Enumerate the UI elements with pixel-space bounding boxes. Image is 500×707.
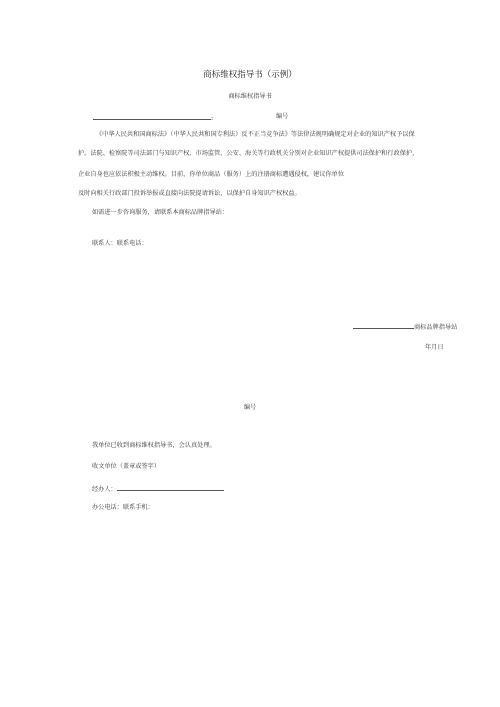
number-label-top: 编号 (276, 113, 289, 120)
recipient-suffix: : (211, 115, 214, 122)
receipt-number-label: 编号 (243, 404, 257, 411)
body-line-1: 《中华人民共和国商标法》（中华人民共和国专利法）反不正当竞争法》等法律法规明确规定对企业的知识产权予以保 (96, 131, 415, 138)
recipient-blank (93, 113, 214, 122)
office-phone-line: 办公电话：联系手机： (92, 504, 154, 511)
date-label: 年月日 (425, 344, 444, 351)
handler-line (92, 484, 224, 494)
document-title: 商标维权指导书（示例） (203, 70, 297, 80)
station-label: 商标品牌指导站 (414, 324, 458, 331)
contact-line: 联系人：联系电话： (92, 240, 148, 247)
received-line: 我单位已收到商标维权指导书，会认真处理。 (92, 442, 216, 449)
recipient-line (93, 113, 213, 123)
consult-line: 如需进一步咨询服务，请联系本商标品牌指导站： (92, 209, 229, 216)
handler-blank (117, 484, 224, 491)
body-line-3: 企业自身也应依法积极主动维权。目前，你单位商品（服务）上的注册商标遭遇侵权，建议你单位 (78, 171, 345, 178)
document-subtitle: 商标维权指导书 (228, 93, 272, 100)
station-signature (353, 322, 457, 332)
body-line-2: 护。法院、检察院等司法部门与知识产权、市场监管、公安、海关等行政机关分别对企业知识产权提供司法保护和行政保护， (78, 150, 419, 157)
receiving-unit: 收文单位（盖章或签字） (92, 463, 161, 470)
station-blank (353, 322, 414, 329)
body-line-4: 及时向相关行政部门投诉举报或直接向法院提请诉讼，以保护自身知识产权权益。 (78, 190, 301, 197)
handler-label: 经办人： (92, 486, 117, 493)
